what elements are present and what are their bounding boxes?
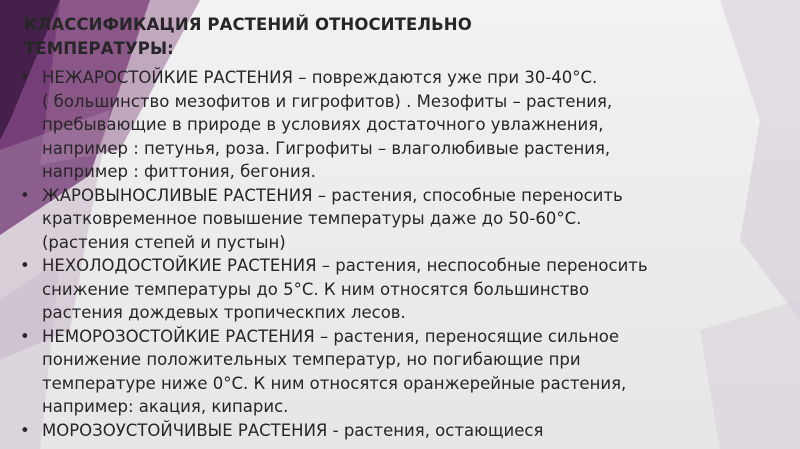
bullet-icon: • [20,256,30,275]
item-line: НЕМОРОЗОСТОЙКИЕ РАСТЕНИЯ – растения, переносящие сильное [42,326,619,346]
item-line: например : петунья, роза. Гигрофиты – влаголюбивые растения, [42,138,611,158]
bullet-icon: • [20,185,30,205]
list-item [20,325,790,419]
slide-title [24,13,724,60]
title-line: КЛАССИФИКАЦИЯ РАСТЕНИЙ ОТНОСИТЕЛЬНО [24,15,472,34]
item-line: например: акация, кипарис. [42,397,289,416]
title-line: ТЕМПЕРАТУРЫ: [24,38,174,58]
item-line: ( большинство мезофитов и гигрофитов) . Мезофиты – растения, [42,91,613,111]
bullet-list [20,66,790,442]
bullet-icon: • [20,420,30,440]
bullet-icon: • [20,68,30,87]
item-line: понижение положительных температур, но погибающие при [42,350,581,369]
item-line: снижение температуры до 5°С. К ним относятся большинство [42,279,590,299]
item-line: ЖАРОВЫНОСЛИВЫЕ РАСТЕНИЯ – растения, способные переносить [42,185,623,205]
list-item [20,184,790,255]
item-line: МОРОЗОУСТОЙЧИВЫЕ РАСТЕНИЯ - растения, остающиеся [42,420,544,440]
item-line: НЕЖАРОСТОЙКИЕ РАСТЕНИЯ – повреждаются уже при 30-40°С. [42,68,598,87]
bullet-icon: • [20,326,30,346]
list-item [20,66,790,184]
item-line: например : фиттония, бегония. [42,162,316,181]
list-item [20,254,790,325]
item-line: растения дождевых тропическпих лесов. [42,303,406,322]
item-line: пребывающие в природе в условиях достаточного увлажнения, [42,115,604,134]
list-item [20,419,790,443]
item-line: (растения степей и пустын) [42,232,286,252]
item-line: НЕХОЛОДОСТОЙКИЕ РАСТЕНИЯ – растения, неспособные переносить [42,256,648,275]
item-line: температуре ниже 0°С. К ним относятся оранжерейные растения, [42,373,627,393]
item-line: кратковременное повышение температуры даже до 50-60°С. [42,209,582,228]
